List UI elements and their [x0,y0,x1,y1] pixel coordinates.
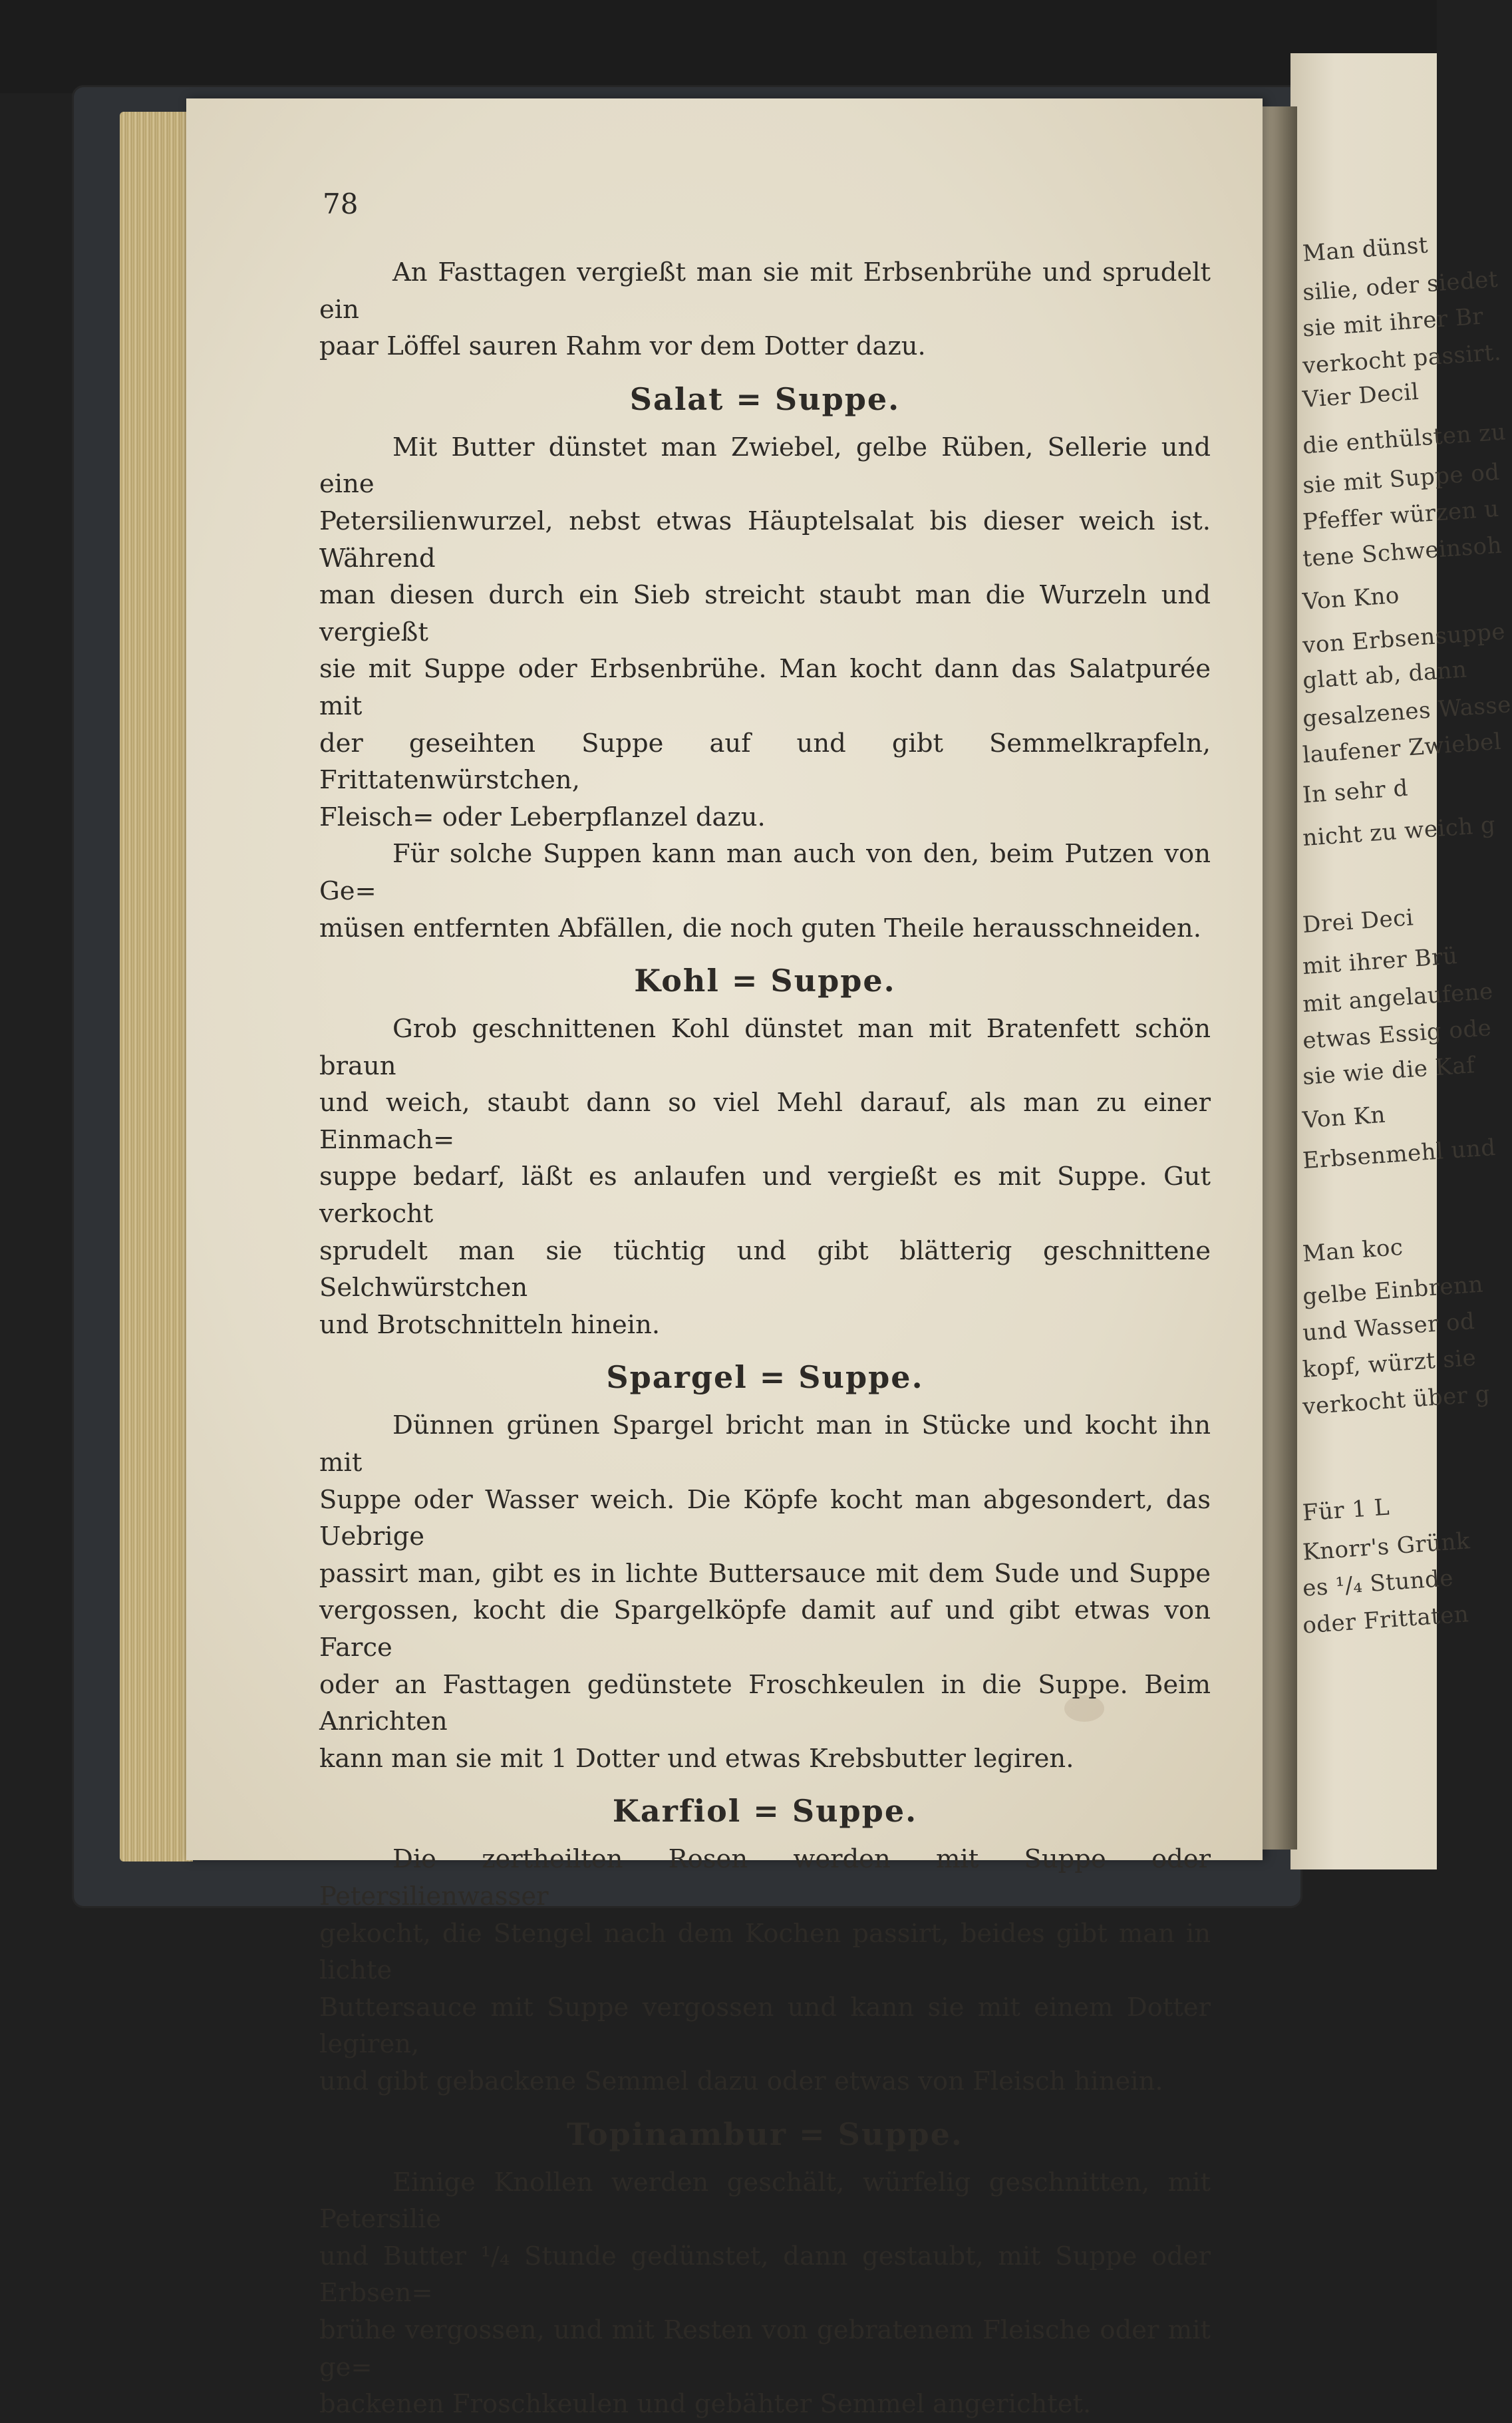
paragraph [319,1407,1211,1777]
text-line: suppe bedarf, läßt es anlaufen und vergießt es mit Suppe. Gut verkocht [319,1162,1211,1229]
facing-page-line: von Erbsensuppe [1301,618,1507,659]
text-line: und Butter ¹/₄ Stunde gedünstet, dann gestaubt, mit Suppe oder Erbsen= [319,2241,1211,2309]
facing-page-line: nicht zu weich g [1301,811,1497,852]
text-line: und gibt gebackene Semmel dazu oder etwas von Fleisch hinein. [319,2066,1163,2096]
paragraph [319,1841,1211,2100]
facing-page-line: Pfeffer würzen u [1301,495,1500,536]
text-line: Mit Butter dünstet man Zwiebel, gelbe Rüben, Sellerie und eine [319,432,1211,500]
text-line: Fleisch= oder Leberpflanzel dazu. [319,802,766,832]
facing-page-line: und Wasser od [1301,1307,1476,1347]
text-line: Einige Knollen werden geschält, würfelig geschnitten, mit Petersilie [319,2167,1211,2235]
text-line: Suppe oder Wasser weich. Die Köpfe kocht man abgesondert, das Uebrige [319,1484,1211,1552]
paragraph [319,2164,1211,2423]
text-line: backenen Froschkeulen und gebähter Semmel angerichtet. [319,2389,1092,2420]
facing-page-line: silie, oder siedet [1301,265,1499,307]
facing-page-line: verkocht passirt. [1301,339,1503,380]
text-line: der geseihten Suppe auf und gibt Semmelkrapfeln, Frittatenwürstchen, [319,728,1211,796]
text-line: vergossen, kocht die Spargelköpfe damit auf und gibt etwas von Farce [319,1595,1211,1663]
section-heading: Topinambur = Suppe. [567,2116,963,2152]
facing-page-line: Von Kno [1301,581,1401,616]
text-line: man diesen durch ein Sieb streicht staubt man die Wurzeln und vergießt [319,580,1211,647]
facing-page-line: tene Schweinsoh [1301,532,1503,573]
text-line: brühe vergossen, und mit Resten von gebratenem Fleische oder mit ge= [319,2315,1211,2382]
text-line: An Fasttagen vergießt man sie mit Erbsenbrühe und sprudelt ein [319,257,1211,325]
facing-page-line: Knorr's Grünk [1301,1528,1471,1566]
text-line: Petersilienwurzel, nebst etwas Häuptelsalat bis dieser weich ist. Während [319,506,1211,573]
facing-page-line: laufener Zwiebel [1301,728,1503,769]
text-line: und weich, staubt dann so viel Mehl darauf, als man zu einer Einmach= [319,1088,1211,1155]
section-heading: Salat = Suppe. [629,381,901,417]
text-line: Buttersauce mit Suppe vergossen und kann sie mit einem Dotter legiren, [319,1992,1211,2060]
text-line: passirt man, gibt es in lichte Buttersauce mit dem Sude und Suppe [319,1558,1211,1589]
facing-page-line: Vier Decil [1301,378,1420,414]
text-line: Grob geschnittenen Kohl dünstet man mit Bratenfett schön braun [319,1014,1211,1081]
facing-page-line: oder Frittaten [1301,1601,1470,1639]
text-line: sie mit Suppe oder Erbsenbrühe. Man kocht dann das Salatpurée mit [319,654,1211,721]
facing-page-line: In sehr d [1301,774,1410,809]
facing-page-line: Man koc [1301,1233,1404,1268]
text-line: und Brotschnitteln hinein. [319,1309,661,1340]
section-heading: Spargel = Suppe. [606,1359,924,1396]
facing-page-line: sie mit ihrer Br [1301,303,1485,343]
facing-page-line: Für 1 L [1301,1494,1391,1527]
text-line: gekocht, die Stengel nach dem Kochen passirt, beides gibt man in lichte [319,1918,1211,1986]
facing-page-line: mit ihrer Brü [1301,942,1459,981]
text-line: Die zertheilten Rosen werden mit Suppe oder Petersilienwasser [319,1844,1211,1911]
page-edges [120,112,193,1861]
facing-page-line: es ¹/₄ Stunde [1301,1565,1455,1602]
text-line: kann man sie mit 1 Dotter und etwas Krebsbutter legiren. [319,1743,1074,1774]
text-line: Dünnen grünen Spargel bricht man in Stücke und kocht ihn mit [319,1410,1211,1478]
paragraph [319,429,1211,836]
facing-page-line: Von Kn [1301,1101,1387,1134]
backdrop [0,0,1437,93]
page-number: 78 [323,188,359,220]
facing-page-line: etwas Essig ode [1301,1015,1493,1054]
text-line: Für solche Suppen kann man auch von den, beim Putzen von Ge= [319,839,1211,906]
facing-page [1290,53,1512,1869]
facing-page-line: die enthülsten zu [1301,418,1507,460]
paragraph [319,836,1211,947]
section-heading: Kohl = Suppe. [634,963,896,999]
facing-page-line: sie mit Suppe od [1301,458,1501,500]
paragraph [319,254,1211,365]
facing-page-line: glatt ab, dann [1301,656,1468,695]
facing-page-line: Man dünst [1301,232,1430,267]
facing-page-line: kopf, würzt sie [1301,1344,1477,1384]
text-line: paar Löffel sauren Rahm vor dem Dotter dazu. [319,331,926,362]
text-line: müsen entfernten Abfällen, die noch guten Theile herausschneiden. [319,913,1201,943]
facing-page-line: Erbsenmehl und [1301,1134,1497,1175]
text-line: oder an Fasttagen gedünstete Froschkeulen in die Suppe. Beim Anrichten [319,1669,1211,1737]
paragraph [319,1011,1211,1343]
facing-page-line: gesalzenes Wasse [1301,691,1512,732]
page-text [319,254,1211,2423]
facing-page-line: Drei Deci [1301,904,1415,939]
facing-page-line: mit angelaufene [1301,978,1494,1018]
text-line: sprudelt man sie tüchtig und gibt blätterig geschnittene Selchwürstchen [319,1235,1211,1303]
facing-page-line: verkocht über g [1301,1380,1491,1420]
facing-page-line: sie wie die Kaf [1301,1051,1476,1091]
facing-page-line: gelbe Einbrenn [1301,1271,1485,1311]
section-heading: Karfiol = Suppe. [612,1793,918,1830]
